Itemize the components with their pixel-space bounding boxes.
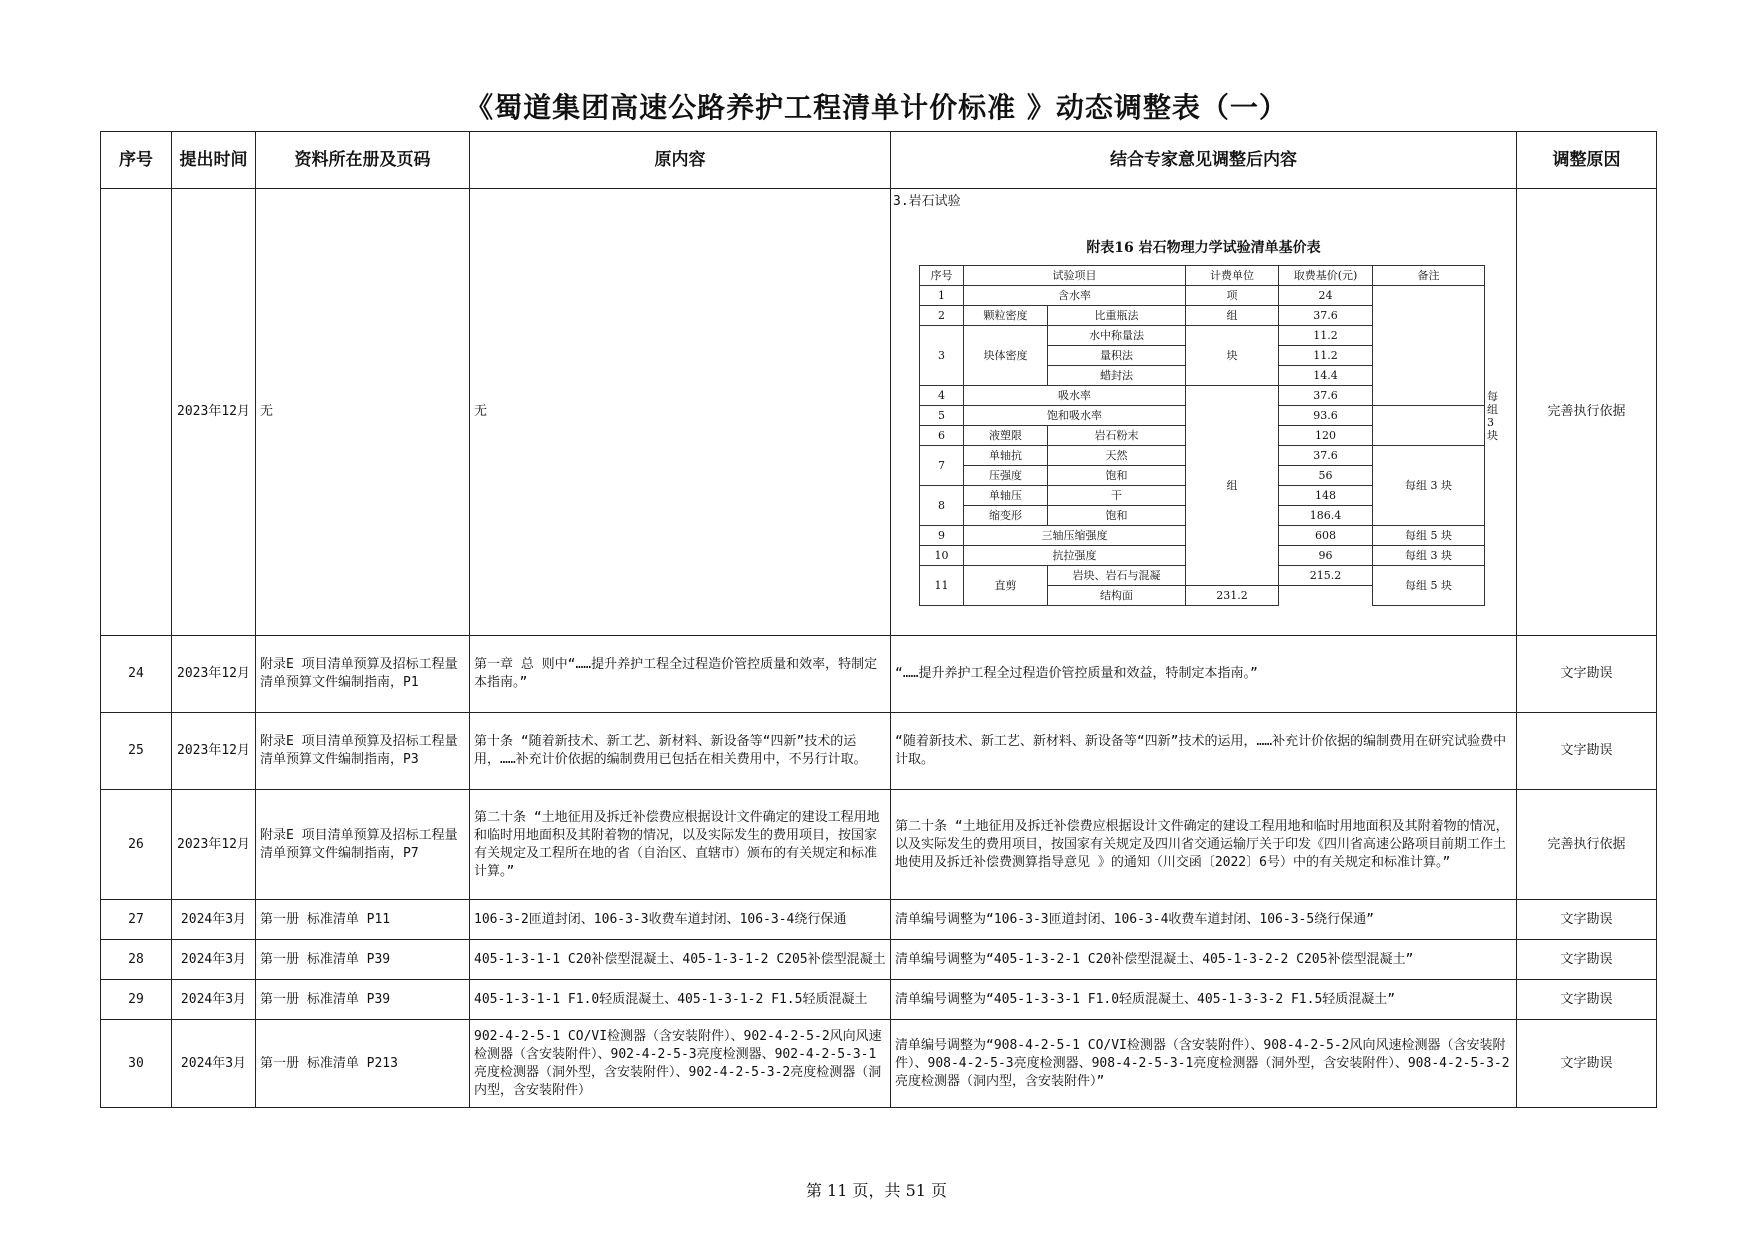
header-reason: 调整原因 xyxy=(1517,132,1657,189)
sub-cell: 37.6 xyxy=(1279,386,1373,406)
sub-cell: 每组 5 块 xyxy=(1373,566,1485,606)
row-no: 27 xyxy=(101,900,172,940)
sub-cell: 结构面 xyxy=(1048,586,1186,606)
sub-cell: 比重瓶法 xyxy=(1048,306,1186,326)
row-adjusted xyxy=(891,189,1517,636)
sub-cell: 每组 3 块 xyxy=(1373,546,1485,566)
sub-cell: 186.4 xyxy=(1279,506,1373,526)
sub-cell: 5 xyxy=(920,406,964,426)
sub-cell: 组 xyxy=(1186,386,1279,586)
sub-cell: 水中称量法 xyxy=(1048,326,1186,346)
sub-cell: 液塑限 xyxy=(964,426,1048,446)
row-original: 第一章 总 则中“……提升养护工程全过程造价管控质量和效率，特制定本指南。” xyxy=(470,636,891,713)
sub-cell: 2 xyxy=(920,306,964,326)
sub-cell: 56 xyxy=(1279,466,1373,486)
row-adjusted: 清单编号调整为“106-3-3匝道封闭、106-3-4收费车道封闭、106-3-5绕行保通” xyxy=(891,900,1517,940)
row-source: 第一册 标准清单 P11 xyxy=(256,900,470,940)
row-reason: 文字勘误 xyxy=(1517,1020,1657,1108)
row-reason: 文字勘误 xyxy=(1517,980,1657,1020)
sub-cell: 块 xyxy=(1186,326,1279,386)
rock-test-price-table xyxy=(919,265,1498,606)
row-adjusted: “……提升养护工程全过程造价管控质量和效益，特制定本指南。” xyxy=(891,636,1517,713)
sub-cell-empty xyxy=(1373,286,1485,406)
row-time: 2024年3月 xyxy=(172,1020,256,1108)
sub-cell: 蜡封法 xyxy=(1048,366,1186,386)
adjustment-table xyxy=(100,131,1657,1108)
subtable-header xyxy=(920,266,1485,286)
sub-cell: 120 xyxy=(1279,426,1373,446)
sub-cell: 24 xyxy=(1279,286,1373,306)
sub-cell: 天然 xyxy=(1048,446,1186,466)
sub-cell: 608 xyxy=(1279,526,1373,546)
header-adjusted: 结合专家意见调整后内容 xyxy=(891,132,1517,189)
sub-cell: 6 xyxy=(920,426,964,446)
row-no xyxy=(101,189,172,636)
header-original: 原内容 xyxy=(470,132,891,189)
header-time: 提出时间 xyxy=(172,132,256,189)
page-title: 《蜀道集团高速公路养护工程清单计价标准 》动态调整表（一） xyxy=(465,91,1288,124)
sub-header-item: 试验项目 xyxy=(964,266,1186,286)
row-adjusted: 清单编号调整为“405-1-3-2-1 C20补偿型混凝土、405-1-3-2-2 C205补偿型混凝土” xyxy=(891,940,1517,980)
sub-cell: 96 xyxy=(1279,546,1373,566)
sub-cell: 7 xyxy=(920,446,964,486)
sub-cell: 岩石粉末 xyxy=(1048,426,1186,446)
row-reason: 完善执行依据 xyxy=(1517,189,1657,636)
sub-cell: 量积法 xyxy=(1048,346,1186,366)
sub-cell: 231.2 xyxy=(1186,586,1279,606)
row-source: 无 xyxy=(256,189,470,636)
sub-cell: 每组 3 块 xyxy=(1373,446,1485,526)
sub-cell: 1 xyxy=(920,286,964,306)
sub-cell: 148 xyxy=(1279,486,1373,506)
row-reason: 文字勘误 xyxy=(1517,900,1657,940)
sub-cell: 干 xyxy=(1048,486,1186,506)
sub-cell: 三轴压缩强度 xyxy=(964,526,1186,546)
sub-cell: 14.4 xyxy=(1279,366,1373,386)
row-adjusted: 清单编号调整为“405-1-3-3-1 F1.0轻质混凝土、405-1-3-3-2 F1.5轻质混凝土” xyxy=(891,980,1517,1020)
sub-cell: 11.2 xyxy=(1279,346,1373,366)
sub-header-price: 取费基价(元) xyxy=(1279,266,1373,286)
row-original: 902-4-2-5-1 CO/VI检测器（含安装附件）、902-4-2-5-2风向风速检测器（含安装附件）、902-4-2-5-3亮度检测器、902-4-2-5-3-1亮度检测器（洞外型，含安装附件）、902-4-2-5-3-2亮度检测器（洞内型，含安装附件） xyxy=(470,1020,891,1108)
page-footer: 第 11 页，共 51 页 xyxy=(805,1181,948,1200)
sub-cell: 饱和吸水率 xyxy=(964,406,1186,426)
sub-header-note: 备注 xyxy=(1373,266,1485,286)
sub-cell: 单轴抗 xyxy=(964,446,1048,466)
row-source: 第一册 标准清单 P39 xyxy=(256,940,470,980)
sub-cell: 11 xyxy=(920,566,964,606)
sub-cell: 215.2 xyxy=(1279,566,1373,586)
adjusted-caption: 3.岩石试验 xyxy=(893,194,961,209)
subtable-row: 4 吸水率 组 37.6 每组 3 块 xyxy=(920,386,1485,406)
sub-cell: 块体密度 xyxy=(964,326,1048,386)
table-row xyxy=(101,790,1657,900)
row-no: 30 xyxy=(101,1020,172,1108)
sub-cell: 吸水率 xyxy=(964,386,1186,406)
table-row xyxy=(101,900,1657,940)
header-row xyxy=(101,132,1657,189)
sub-cell: 10 xyxy=(920,546,964,566)
row-no: 29 xyxy=(101,980,172,1020)
row-original: 405-1-3-1-1 C20补偿型混凝土、405-1-3-1-2 C205补偿型混凝土 xyxy=(470,940,891,980)
row-time: 2024年3月 xyxy=(172,900,256,940)
row-time: 2023年12月 xyxy=(172,189,256,636)
row-source: 第一册 标准清单 P39 xyxy=(256,980,470,1020)
header-no: 序号 xyxy=(101,132,172,189)
sub-cell: 37.6 xyxy=(1279,306,1373,326)
row-time: 2023年12月 xyxy=(172,713,256,790)
sub-cell: 饱和 xyxy=(1048,466,1186,486)
row-reason: 文字勘误 xyxy=(1517,940,1657,980)
row-reason: 文字勘误 xyxy=(1517,636,1657,713)
sub-cell: 9 xyxy=(920,526,964,546)
sub-cell: 缩变形 xyxy=(964,506,1048,526)
table-row xyxy=(101,636,1657,713)
sub-cell: 饱和 xyxy=(1048,506,1186,526)
sub-cell: 含水率 xyxy=(964,286,1186,306)
row-reason: 文字勘误 xyxy=(1517,713,1657,790)
row-no: 28 xyxy=(101,940,172,980)
row-source: 附录E 项目清单预算及招标工程量清单预算文件编制指南，P3 xyxy=(256,713,470,790)
sub-header-no: 序号 xyxy=(920,266,964,286)
row-time: 2023年12月 xyxy=(172,636,256,713)
table-row xyxy=(101,1020,1657,1108)
row-reason: 完善执行依据 xyxy=(1517,790,1657,900)
row-source: 第一册 标准清单 P213 xyxy=(256,1020,470,1108)
row-adjusted: 第二十条 “土地征用及拆迁补偿费应根据设计文件确定的建设工程用地和临时用地面积及其附着物的情况，以及实际发生的费用项目，按国家有关规定及四川省交通运输厅关于印发《四川省高速公路项目前期工作土地使用及拆迁补偿费测算指导意见 》的通知（川交函〔2022〕6号）中的有关规定和标准计算。” xyxy=(891,790,1517,900)
sub-header-unit: 计费单位 xyxy=(1186,266,1279,286)
sub-cell: 单轴压 xyxy=(964,486,1048,506)
row-original: 405-1-3-1-1 F1.0轻质混凝土、405-1-3-1-2 F1.5轻质混凝土 xyxy=(470,980,891,1020)
row-time: 2024年3月 xyxy=(172,940,256,980)
sub-cell: 11.2 xyxy=(1279,326,1373,346)
sub-cell: 8 xyxy=(920,486,964,526)
sub-cell: 每组 5 块 xyxy=(1373,526,1485,546)
sub-cell: 压强度 xyxy=(964,466,1048,486)
header-source: 资料所在册及页码 xyxy=(256,132,470,189)
row-time: 2023年12月 xyxy=(172,790,256,900)
row-time: 2024年3月 xyxy=(172,980,256,1020)
row-original: 无 xyxy=(470,189,891,636)
table-row xyxy=(101,940,1657,980)
sub-cell: 岩块、岩石与混凝 xyxy=(1048,566,1186,586)
table-row xyxy=(101,189,1657,636)
sub-cell: 37.6 xyxy=(1279,446,1373,466)
sub-cell: 项 xyxy=(1186,286,1279,306)
row-no: 24 xyxy=(101,636,172,713)
subtable-row xyxy=(920,286,1485,306)
row-source: 附录E 项目清单预算及招标工程量清单预算文件编制指南，P1 xyxy=(256,636,470,713)
row-no: 26 xyxy=(101,790,172,900)
sub-cell: 直剪 xyxy=(964,566,1048,606)
sub-cell: 4 xyxy=(920,386,964,406)
row-source: 附录E 项目清单预算及招标工程量清单预算文件编制指南，P7 xyxy=(256,790,470,900)
sub-cell: 3 xyxy=(920,326,964,386)
row-adjusted: 清单编号调整为“908-4-2-5-1 CO/VI检测器（含安装附件）、908-4-2-5-2风向风速检测器（含安装附件）、908-4-2-5-3亮度检测器、908-4-2-5-3-1亮度检测器（洞外型，含安装附件）、908-4-2-5-3-2亮度检测器（洞内型，含安装附件）” xyxy=(891,1020,1517,1108)
sub-cell: 颗粒密度 xyxy=(964,306,1048,326)
row-original: 第二十条 “土地征用及拆迁补偿费应根据设计文件确定的建设工程用地和临时用地面积及其附着物的情况，以及实际发生的费用项目，按国家有关规定及工程所在地的省（自治区、直辖市）颁布的有关规定和标准计算。” xyxy=(470,790,891,900)
sub-cell: 93.6 xyxy=(1279,406,1373,426)
row-adjusted: “随着新技术、新工艺、新材料、新设备等“四新”技术的运用，……补充计价依据的编制费用在研究试验费中计取。 xyxy=(891,713,1517,790)
row-original: 106-3-2匝道封闭、106-3-3收费车道封闭、106-3-4绕行保通 xyxy=(470,900,891,940)
table-row xyxy=(101,980,1657,1020)
row-no: 25 xyxy=(101,713,172,790)
row-original: 第十条 “随着新技术、新工艺、新材料、新设备等“四新”技术的运用，……补充计价依据的编制费用已包括在相关费用中，不另行计取。 xyxy=(470,713,891,790)
sub-cell: 抗拉强度 xyxy=(964,546,1186,566)
sub-cell: 组 xyxy=(1186,306,1279,326)
table-row xyxy=(101,713,1657,790)
subtable-title: 附表16 岩石物理力学试验清单基价表 xyxy=(1086,240,1321,256)
